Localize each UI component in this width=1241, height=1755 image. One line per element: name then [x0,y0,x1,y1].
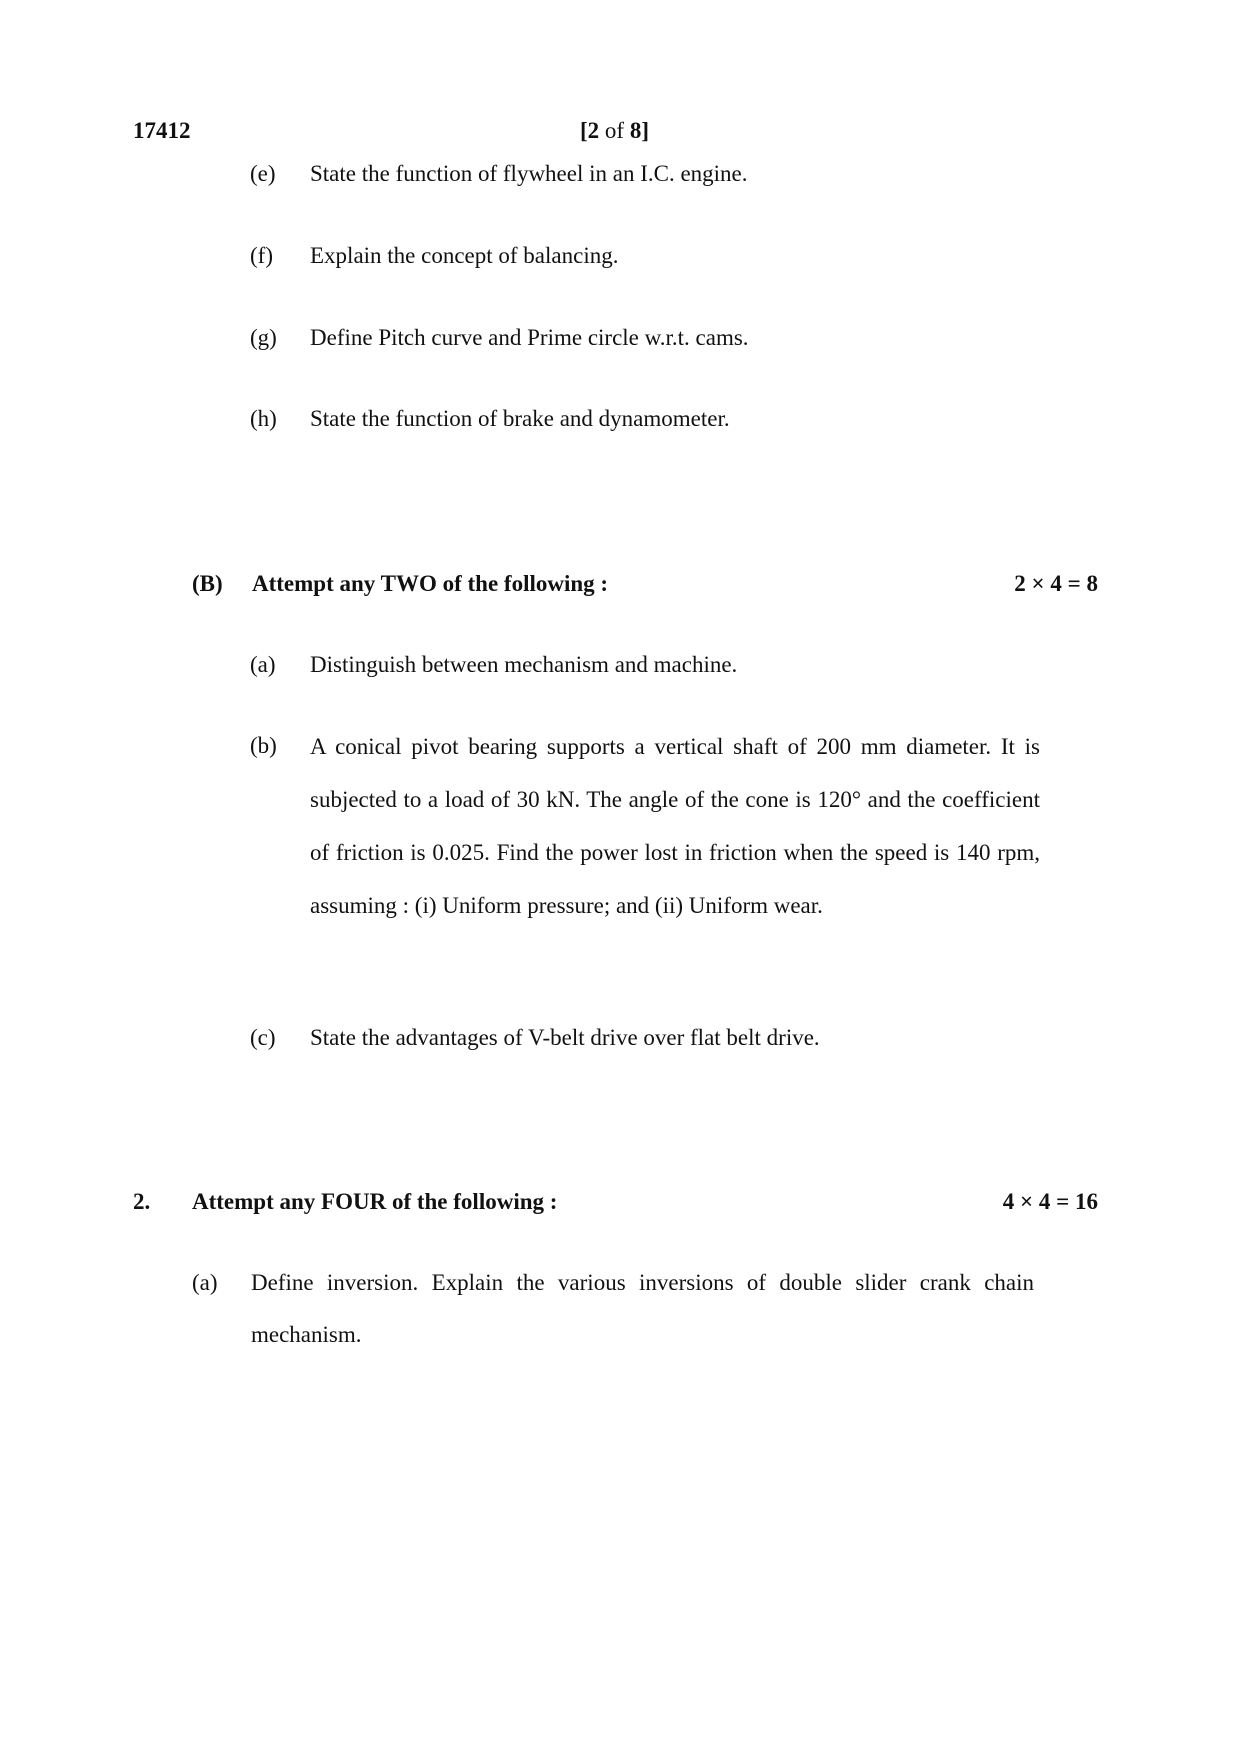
q2-item-text-a: Define inversion. Explain the various inversions of double slider crank chain mechanism. [251,1270,1034,1347]
item-text-g: Define Pitch curve and Prime circle w.r.t. cams. [310,325,749,350]
section-b-marks: 2 × 4 = 8 [1014,571,1098,596]
section-b-title: Attempt any TWO of the following : [252,571,609,596]
b-item-label-a: (a) [250,652,276,677]
b-item-text-b: A conical pivot bearing supports a vertical shaft of 200 mm diameter. It is subjected to a load of 30 kN. The angle of the cone is 120° and the coefficient of friction is 0.025. Find the power lost in friction when the speed is 140 rpm, assuming : (i) Uniform pressure; and (ii) Uniform wear. [310,734,1040,918]
paper-code: 17412 [133,118,191,143]
b-item-text-c: State the advantages of V-belt drive over flat belt drive. [310,1025,820,1050]
item-label-g: (g) [250,325,277,350]
question-2-title: Attempt any FOUR of the following : [192,1189,558,1214]
item-text-h: State the function of brake and dynamometer. [310,406,730,431]
question-2-label: 2. [133,1189,151,1214]
page-close-bracket: ] [641,118,650,143]
page-current: 2 [587,118,600,143]
item-text-f: Explain the concept of balancing. [310,243,619,268]
page-of: of [599,118,630,143]
b-item-label-b: (b) [250,733,277,758]
b-item-label-c: (c) [250,1025,276,1050]
question-2-marks: 4 × 4 = 16 [1002,1189,1098,1214]
page-open-bracket: [ [580,118,588,143]
item-label-f: (f) [250,243,273,268]
item-text-e: State the function of flywheel in an I.C. engine. [310,161,748,186]
q2-item-label-a: (a) [192,1270,218,1295]
section-b-label: (B) [192,571,223,596]
item-label-h: (h) [250,406,277,431]
b-item-text-a: Distinguish between mechanism and machine. [310,652,738,677]
page-total: 8 [629,118,642,143]
item-label-e: (e) [250,161,276,186]
page-number [580,118,649,144]
